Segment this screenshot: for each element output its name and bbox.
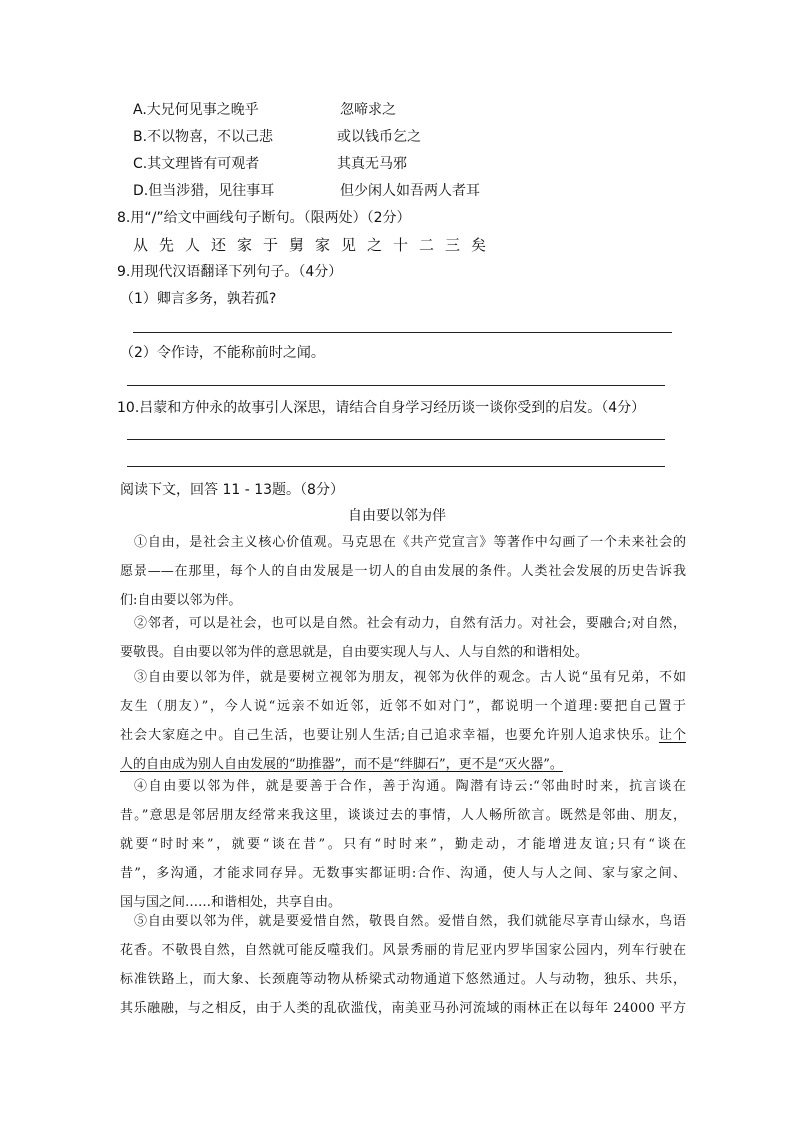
paragraph-2: [120, 609, 686, 667]
paragraph-1: [120, 528, 686, 615]
paragraph-4-line: 国与国之间……和谐相处，共享自由。: [120, 895, 342, 910]
paragraph-5: [120, 907, 686, 1023]
paragraph-1-line: 愿景——在那里，每个人的自由发展是一切人的自由发展的条件。人类社会发展的历史告诉我: [120, 564, 686, 579]
q10-prompt: 10.吕蒙和方仲永的故事引人深思，请结合自身学习经历谈一谈你受到的启发。（4分）: [117, 400, 646, 416]
paragraph-2-line: 要敬畏。自由要以邻为伴的意思就是，自由要实现人与人、人与自然的和谐相处。: [120, 645, 589, 660]
paragraph-4-line: 昔。”意思是邻居朋友经常来我这里，谈谈过去的事情，人人畅所欲言。既然是邻曲、朋友，: [120, 808, 686, 823]
q9-item-1: （1）卿言多务，孰若孤?: [120, 291, 277, 307]
article-title: 自由要以邻为伴: [348, 508, 446, 524]
option-a-right: 忽啼求之: [340, 102, 396, 118]
paragraph-4-line: 就要“时时来”，就要“谈在昔”。只有“时时来”，勤走动，才能增进友谊;只有“谈在: [120, 837, 686, 852]
answer-line-q10-2[interactable]: [127, 466, 665, 467]
paragraph-5-line: 标准铁路上，而大象、长颈鹿等动物从桥梁式动物通道下悠然通过。人与动物，独乐、共乐，: [120, 972, 686, 987]
option-b-left: B.不以物喜，不以己悲: [133, 129, 274, 145]
option-b-right: 或以钱币乞之: [337, 129, 421, 145]
paragraph-4: [120, 772, 686, 917]
option-c-right: 其真无马邪: [337, 156, 407, 172]
option-c-left: C.其文理皆有可观者: [133, 156, 260, 172]
paragraph-1-line: ①自由，是社会主义核心价值观。马克思在《共产党宣言》等著作中勾画了一个未来社会的: [134, 535, 686, 550]
paragraph-5-line: 其乐融融，与之相反，由于人类的乱砍滥伐，南美亚马孙河流域的雨林正在以每年 24000 平方: [120, 1001, 686, 1016]
paragraph-3-line: 友生（朋友）”，今人说“远亲不如近邻，近邻不如对门”，都说明一个道理:要把自己置于: [120, 699, 686, 714]
option-d-left: D.但当涉猎，见往事耳: [133, 183, 275, 199]
answer-line-q10-1[interactable]: [127, 439, 665, 440]
paragraph-3: [120, 663, 686, 779]
paragraph-2-line: ②邻者，可以是社会，也可以是自然。社会有动力，自然有活力。对社会，要融合;对自然，: [134, 616, 686, 631]
paragraph-4-line: 昔”，多沟通，才能求同存异。无数事实都证明:合作、沟通，使人与人之间、家与家之间、: [120, 866, 686, 881]
paragraph-3-line: ③自由要以邻为伴，就是要树立视邻为朋友，视邻为伙伴的观念。古人说“虽有兄弟，不如: [134, 670, 686, 685]
paragraph-4-line: ④自由要以邻为伴，就是要善于合作，善于沟通。陶潜有诗云:“邻曲时时来，抗言谈在: [134, 779, 686, 794]
paragraph-5-line: 花香。不敬畏自然，自然就可能反噬我们。风景秀丽的肯尼亚内罗毕国家公园内，列车行驶在: [120, 943, 686, 958]
paragraph-1-line: 们:自由要以邻为伴。: [120, 593, 242, 608]
paragraph-3-line: [120, 721, 686, 750]
answer-line-q9-1[interactable]: [133, 332, 672, 333]
answer-line-q9-2[interactable]: [127, 385, 665, 386]
reading-intro: 阅读下文，回答 11 - 13题。（8分）: [120, 482, 344, 498]
paragraph-3-text: 社会大家庭之中。自己生活，也要让别人生活;自己追求幸福，也要允许别人追求快乐。: [120, 728, 659, 743]
option-d-right: 但少闲人如吾两人者耳: [340, 183, 480, 199]
q8-prompt: 8.用“/”给文中画线句子断句。（限两处）（2分）: [117, 210, 411, 226]
q9-item-2: （2）令作诗，不能称前时之闻。: [120, 345, 325, 361]
paragraph-5-line: ⑤自由要以邻为伴，就是要爱惜自然，敬畏自然。爱惜自然，我们就能尽享青山绿水，鸟语: [134, 914, 686, 929]
q9-prompt: 9.用现代汉语翻译下列句子。（4分）: [117, 264, 343, 280]
underlined-sentence: 人的自由成为别人自由发展的“助推器”，而不是“绊脚石”，更不是“灭火器”。: [120, 757, 563, 772]
option-a-left: A.大兄何见事之晚乎: [133, 102, 259, 118]
underlined-sentence-start: 让个: [658, 728, 686, 743]
q8-sentence: 从先人还家于舅家见之十二三矣: [133, 236, 498, 254]
